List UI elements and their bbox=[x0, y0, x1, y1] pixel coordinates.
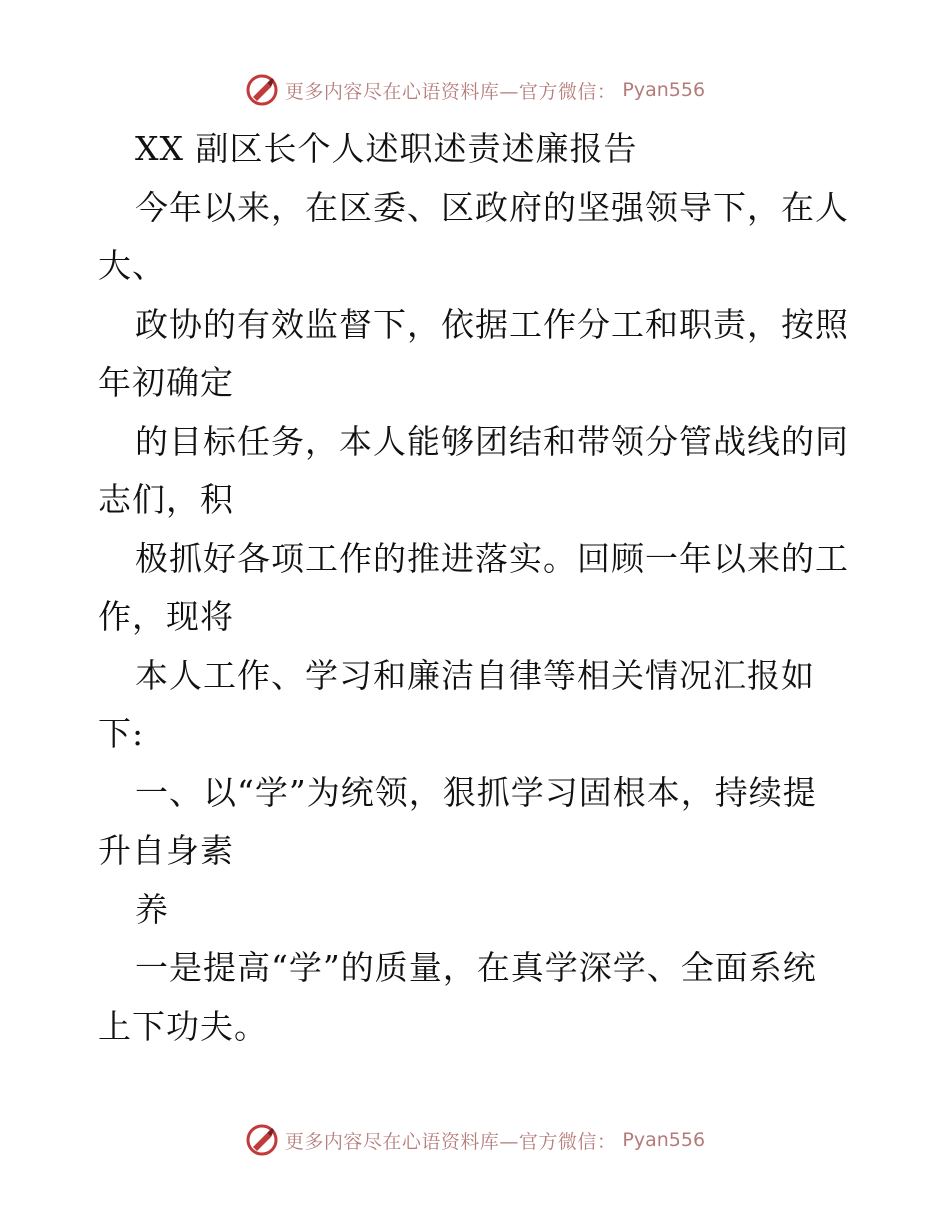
paragraph-line: 一是提高“学”的质量，在真学深学、全面系统 bbox=[135, 948, 817, 987]
section-heading-line: 升自身素 bbox=[98, 831, 234, 870]
footer-slogan: 更多内容尽在心语资料库—官方微信： bbox=[284, 1130, 617, 1153]
paragraph-line: 的目标任务，本人能够团结和带领分管战线的同 bbox=[135, 421, 849, 461]
paragraph-line: 大、 bbox=[98, 246, 166, 285]
header-slogan: 更多内容尽在心语资料库—官方微信： bbox=[284, 80, 617, 103]
paragraph-line: 志们，积 bbox=[98, 480, 234, 519]
section-heading-line: 养 bbox=[135, 889, 169, 929]
paragraph-line: 上下功夫。 bbox=[98, 1006, 268, 1046]
paragraph-line: 作，现将 bbox=[98, 597, 234, 636]
paragraph-line: 年初确定 bbox=[98, 363, 234, 402]
pen-nib-icon bbox=[245, 1123, 279, 1157]
document-body bbox=[98, 120, 858, 1056]
paragraph-line: 下: bbox=[98, 714, 145, 753]
footer-wechat-id: Pyan556 bbox=[622, 1129, 706, 1151]
paragraph-line: 政协的有效监督下，依据工作分工和职责，按照 bbox=[135, 304, 849, 344]
footer-banner bbox=[0, 1120, 950, 1160]
header-wechat-id: Pyan556 bbox=[622, 79, 706, 101]
paragraph-line: 极抓好各项工作的推进落实。回顾一年以来的工 bbox=[135, 538, 849, 578]
pen-nib-icon bbox=[245, 73, 279, 107]
document-title: XX 副区长个人述职述责述廉报告 bbox=[135, 129, 638, 168]
section-heading-line: 一、以“学”为统领，狠抓学习固根本，持续提 bbox=[135, 772, 817, 812]
header-banner bbox=[0, 70, 950, 110]
paragraph-line: 今年以来，在区委、区政府的坚强领导下，在人 bbox=[135, 187, 849, 227]
paragraph-line: 本人工作、学习和廉洁自律等相关情况汇报如 bbox=[135, 655, 815, 695]
